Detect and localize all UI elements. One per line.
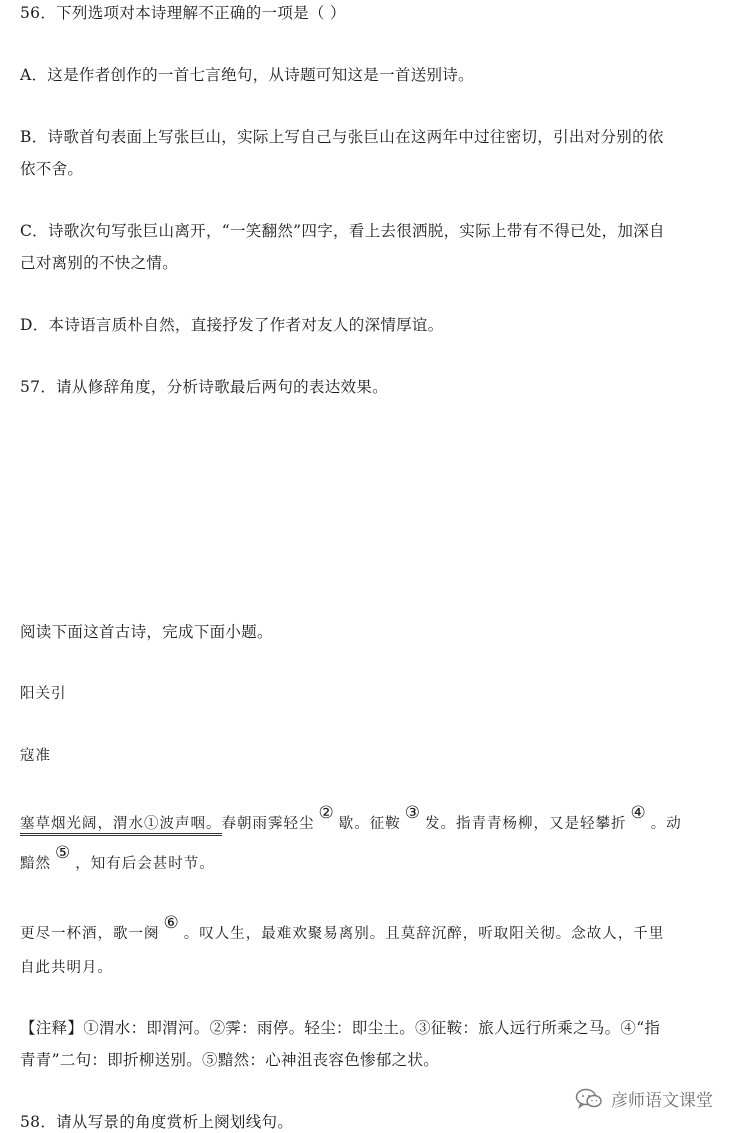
poem-text: 春朝雨霁轻尘 bbox=[221, 816, 315, 832]
poem-text: 发。指青青杨柳，又是轻攀折 bbox=[425, 816, 627, 832]
poem-text: 歇。征鞍 bbox=[338, 816, 401, 832]
poem-text: 。动 bbox=[650, 816, 682, 832]
poem-text: 。叹人生，最难欢聚易离别。且莫辞沉醉，听取阳关彻。念故人，千里 bbox=[183, 926, 665, 942]
poem-text: ，知有后会甚时节。 bbox=[75, 856, 215, 872]
wechat-icon bbox=[575, 1088, 603, 1110]
question-56-stem: 56．下列选项对本诗理解不正确的一项是（ ） bbox=[20, 4, 346, 22]
annotation-marker-3: ③ bbox=[404, 803, 421, 823]
option-b-line-1: B．诗歌首句表面上写张巨山，实际上写自己与张巨山在这两年中过往密切，引出对分别的依 bbox=[20, 128, 664, 146]
option-c-line-2: 己对离别的不快之情。 bbox=[20, 254, 179, 272]
poem-title: 阳关引 bbox=[20, 686, 67, 702]
watermark bbox=[575, 1086, 713, 1111]
poem-stanza-1-line-1 bbox=[20, 803, 682, 833]
option-a: A．这是作者创作的一首七言绝句，从诗题可知这是一首送别诗。 bbox=[20, 66, 474, 84]
annotation-marker-2: ② bbox=[318, 803, 335, 823]
reading-instruction: 阅读下面这首古诗，完成下面小题。 bbox=[20, 623, 273, 641]
poem-stanza-1-line-2 bbox=[20, 843, 215, 873]
notes-line-1: 【注释】①渭水：即渭河。②霁：雨停。轻尘：即尘土。③征鞍：旅人远行所乘之马。④“指 bbox=[20, 1019, 661, 1037]
watermark-text: 彦师语文课堂 bbox=[611, 1091, 713, 1111]
annotation-marker-6: ⑥ bbox=[163, 913, 180, 933]
question-58-stem: 58．请从写景的角度赏析上阕划线句。 bbox=[20, 1113, 294, 1131]
poem-text: 黯然 bbox=[20, 856, 51, 872]
notes-line-2: 青青”二句：即折柳送别。⑤黯然：心神沮丧容色惨郁之状。 bbox=[20, 1051, 440, 1069]
annotation-marker-5: ⑤ bbox=[55, 843, 72, 863]
question-57-stem: 57．请从修辞角度，分析诗歌最后两句的表达效果。 bbox=[20, 378, 388, 396]
poem-stanza-2-line-2: 自此共明月。 bbox=[20, 960, 113, 976]
poem-author: 寇准 bbox=[20, 748, 51, 764]
underlined-verse: 塞草烟光阔，渭水①波声咽。 bbox=[20, 816, 222, 836]
poem-stanza-2-line-1 bbox=[20, 913, 665, 943]
option-d: D．本诗语言质朴自然，直接抒发了作者对友人的深情厚谊。 bbox=[20, 316, 444, 334]
option-c-line-1: C．诗歌次句写张巨山离开，“一笑翻然”四字，看上去很洒脱，实际上带有不得已处，加深自 bbox=[20, 222, 665, 240]
annotation-marker-4: ④ bbox=[630, 803, 647, 823]
poem-text: 更尽一杯酒，歌一阕 bbox=[20, 926, 160, 942]
option-b-line-2: 依不舍。 bbox=[20, 160, 84, 178]
